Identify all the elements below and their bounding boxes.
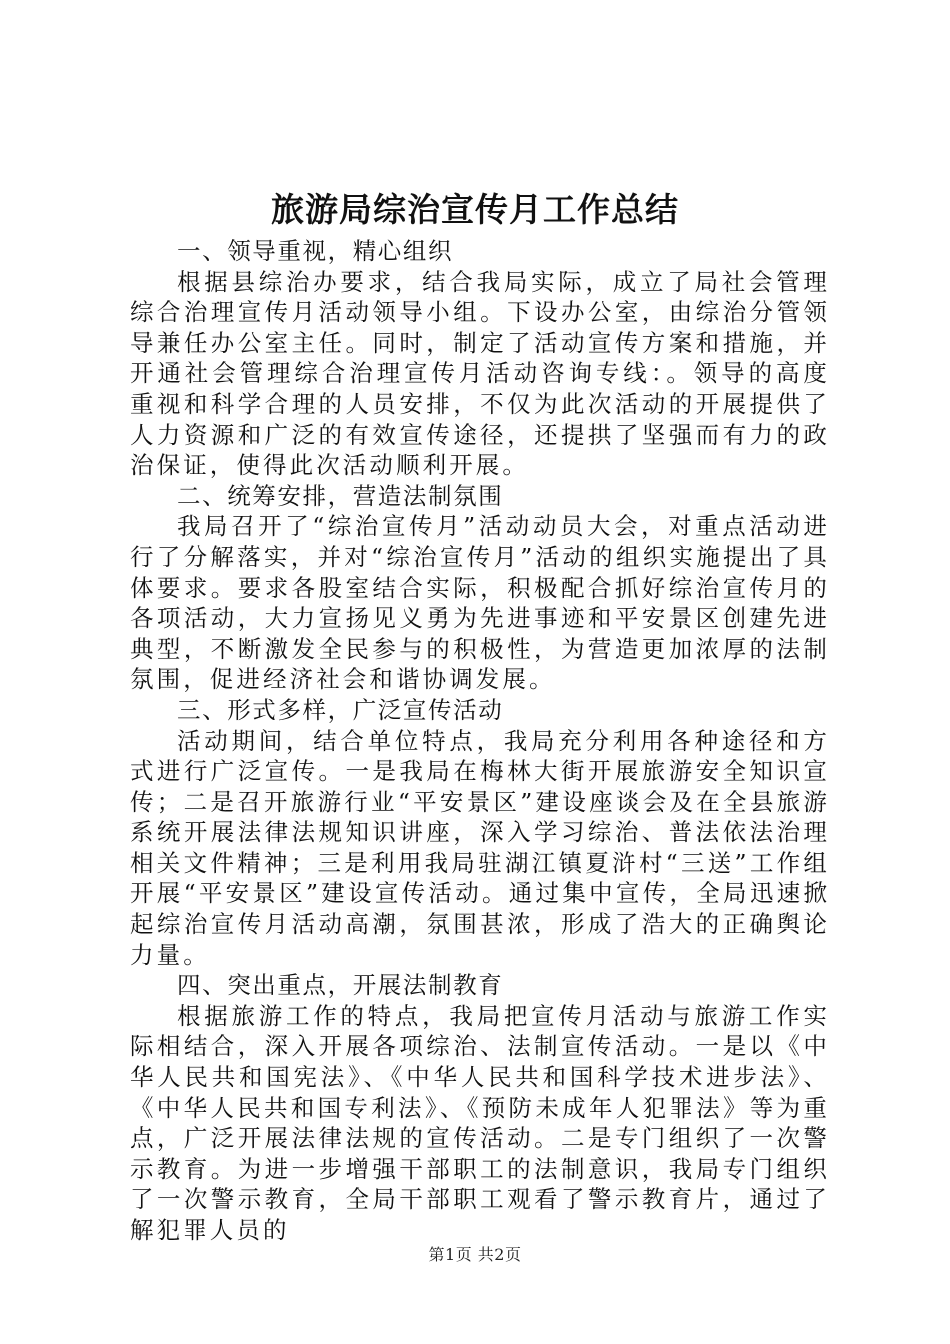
section-heading-3: 三、形式多样，广泛宣传活动 (177, 695, 504, 724)
section-heading-1: 一、领导重视，精心组织 (177, 237, 454, 265)
section-paragraph-2: 我局召开了“综治宣传月”活动动员大会，对重点活动进行了分解落实，并对“综治宣传月”活动的组织实施提出了具体要求。要求各股室结合实际，积极配合抓好综治宣传月的各项活动，大力宣扬见义勇为先进事迹和平安景区创建先进典型，不断激发全民参与的积极性，为营造更加浓厚的法制氛围，促进经济社会和谐协调发展。 (130, 512, 830, 694)
section-paragraph-4: 根据旅游工作的特点，我局把宣传月活动与旅游工作实际相结合，深入开展各项综治、法制宣传活动。一是以《中华人民共和国宪法》、《中华人民共和国科学技术进步法》、《中华人民共和国专利法》、《预防未成年人犯罪法》等为重点，广泛开展法律法规的宣传活动。二是专门组织了一次警示教育。为进一步增强干部职工的法制意识，我局专门组织了一次警示教育，全局干部职工观看了警示教育片，通过了解犯罪人员的 (130, 1001, 830, 1244)
section-heading-4: 四、突出重点，开展法制教育 (177, 971, 504, 1000)
section-paragraph-1: 根据县综治办要求，结合我局实际，成立了局社会管理综合治理宣传月活动领导小组。下设办公室，由综治分管领导兼任办公室主任。同时，制定了活动宣传方案和措施，并开通社会管理综合治理宣传月活动咨询专线：。领导的高度重视和科学合理的人员安排，不仅为此次活动的开展提供了人力资源和广泛的有效宣传途径，还提拱了坚强而有力的政治保证，使得此次活动顺利开展。 (130, 267, 830, 480)
section-paragraph-3: 活动期间，结合单位特点，我局充分利用各种途径和方式进行广泛宣传。一是我局在梅林大街开展旅游安全知识宣传；二是召开旅游行业“平安景区”建设座谈会及在全县旅游系统开展法律法规知识讲座，深入学习综治、普法依法治理相关文件精神；三是利用我局驻湖江镇夏浒村“三送”工作组开展“平安景区”建设宣传活动。通过集中宣传，全局迅速掀起综治宣传月活动高潮，氛围甚浓，形成了浩大的正确舆论力量。 (130, 726, 830, 969)
section-heading-2: 二、统筹安排，营造法制氛围 (177, 481, 504, 510)
document-body (130, 236, 830, 1246)
document-title: 旅游局综治宣传月工作总结 (271, 190, 679, 229)
page-footer: 第1页 共2页 (428, 1245, 522, 1264)
